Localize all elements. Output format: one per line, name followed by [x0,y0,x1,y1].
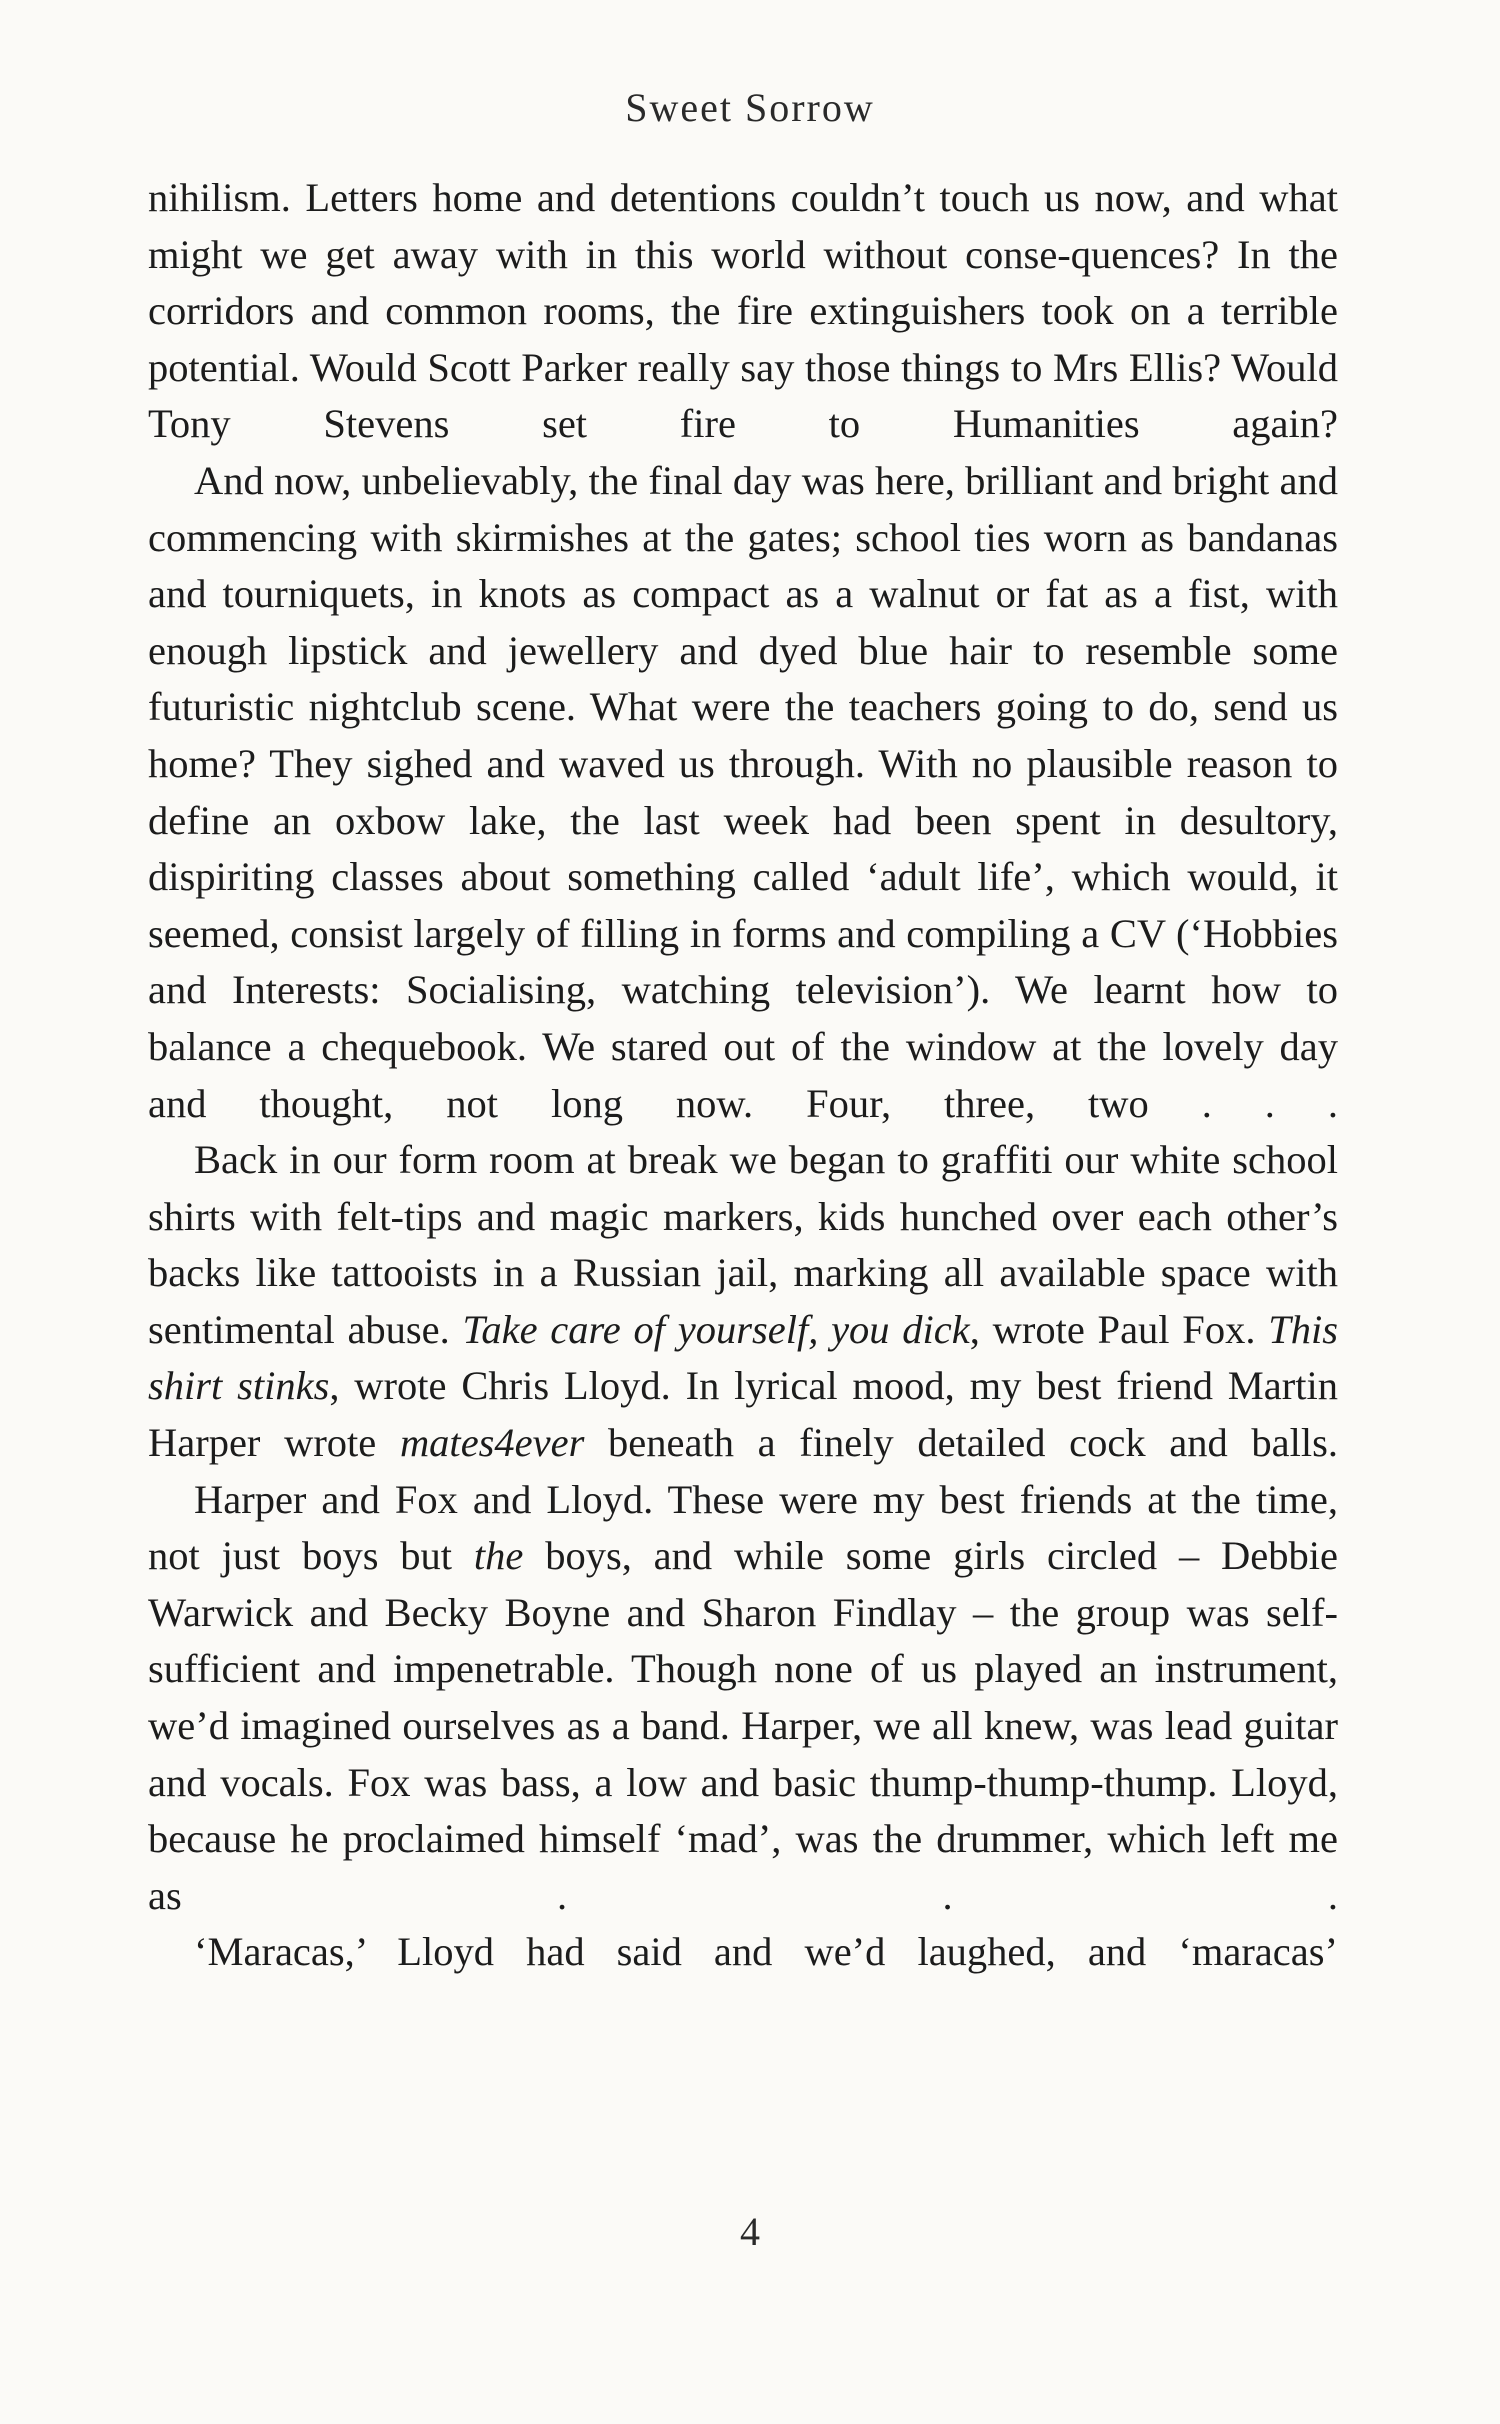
italic-emphasis: the [473,1533,524,1579]
page-number: 4 [740,2209,760,2254]
paragraph-text: , wrote Paul Fox. [969,1306,1269,1352]
paragraph-text: , wrote Chris Lloyd. In lyrical mood, my best friend Martin Harper wrote [148,1363,1339,1466]
italic-quote: mates4ever [399,1420,585,1466]
paragraph [148,170,1338,453]
paragraph-text: beneath a finely detailed cock and balls. [584,1420,1338,1466]
paragraph [148,1472,1338,1925]
paragraph-text: nihilism. Letters home and detentions couldn’t touch us now, and what might we get away with in this world without conse-quences? In the corridors and common rooms, the fire extinguishers took on a terrible potential. Would Scott Parker really say those things to Mrs Ellis? Would Tony Stevens set fire to Humanities again? [148,175,1338,447]
italic-quote: Take care of yourself, you dick [462,1306,970,1352]
paragraph-text: boys, and while some girls circled – Debbie Warwick and Becky Boyne and Sharon Findlay – the group was self-sufficient and impenetrable. Though none of us played an instrument, we’d imagined ourselves as a band. Harper, we all knew, was lead guitar and vocals. Fox was bass, a low and basic thump-thump-thump. Lloyd, because he proclaimed himself ‘mad’, was the drummer, which left me as . . . [148,1533,1338,1918]
paragraph-text: And now, unbelievably, the final day was here, brilliant and bright and commencing with skirmishes at the gates; school ties worn as bandanas and tourniquets, in knots as compact as a walnut or fat as a fist, with enough lipstick and jewellery and dyed blue hair to resemble some futuristic nightclub scene. What were the teachers going to do, send us home? They sighed and waved us through. With no plausible reason to define an oxbow lake, the last week had been spent in desultory, dispiriting classes about something called ‘adult life’, which would, it seemed, consist largely of filling in forms and compiling a CV (‘Hobbies and Interests: Socialising, watching television’). We learnt how to balance a chequebook. We stared out of the window at the lovely day and thought, not long now. Four, three, two . . . [148,457,1338,1126]
body-text [148,170,1338,1981]
paragraph [148,1132,1338,1472]
paragraph-text: Back in our form room at break we began to graffiti our white school shirts with felt-tips and magic markers, kids hunched over each other’s backs like tattooists in a Russian jail, marking all available space with sentimental abuse. [148,1137,1338,1352]
paragraph-text: Harper and Fox and Lloyd. These were my best friends at the time, not just boys but [148,1476,1338,1579]
paragraph-text: ‘Maracas,’ Lloyd had said and we’d laughed, and ‘maracas’ [194,1929,1338,1975]
paragraph [148,1924,1338,1981]
italic-quote: This shirt stinks [148,1306,1338,1409]
running-head: Sweet Sorrow [625,85,875,130]
paragraph [148,453,1338,1132]
